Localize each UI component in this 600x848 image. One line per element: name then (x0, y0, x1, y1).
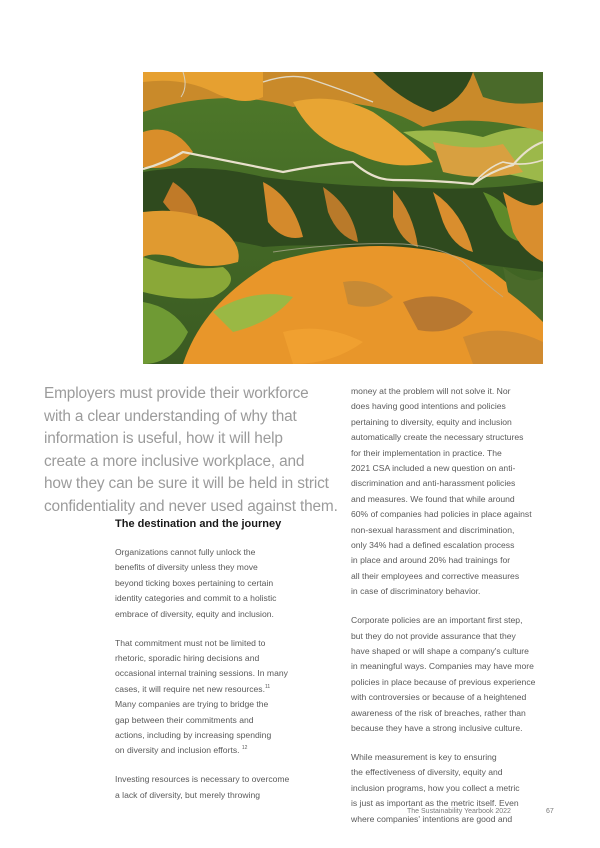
text-line: for their implementation in practice. The (351, 447, 502, 458)
text-line: the effectiveness of diversity, equity and (351, 767, 503, 778)
text-line: inclusion programs, how you collect a metric (351, 782, 520, 793)
footer-page-number: 67 (546, 808, 554, 815)
text-line: have shaped or will shape a company's culture (351, 646, 529, 656)
text-line: Corporate policies are an important first step, (351, 615, 523, 626)
pull-quote-line: create a more inclusive workplace, and (44, 452, 305, 470)
text-line: all their employees and corrective measures (351, 570, 520, 581)
body-paragraph (115, 636, 335, 759)
pull-quote-line: Employers must provide their workforce (44, 385, 309, 402)
text-line (115, 682, 335, 697)
text-line: Organizations cannot fully unlock the (115, 547, 256, 557)
body-paragraph (351, 384, 561, 600)
text-line: occasional internal training sessions. In many (115, 668, 288, 679)
text-line: does having good intentions and policies (351, 401, 506, 412)
text-line: That commitment must not be limited to (115, 637, 266, 648)
text-line: because they have a strong inclusive culture. (351, 723, 523, 734)
text-line: 60% of companies had policies in place against (351, 509, 532, 520)
pull-quote-line: with a clear understanding of why that (44, 407, 297, 425)
body-paragraph (115, 772, 335, 803)
footnote-ref[interactable]: 11 (264, 683, 271, 690)
text-line: rhetoric, sporadic hiring decisions and (115, 652, 260, 663)
text-line: embrace of diversity, equity and inclusion. (115, 608, 274, 619)
hero-photo-poppy-hills (143, 72, 543, 364)
text-line: gap between their commitments and (115, 714, 254, 725)
text-line: in meaningful ways. Companies may have more (351, 661, 534, 672)
pull-quote (44, 383, 344, 519)
text-line: but they do not provide assurance that they (351, 630, 516, 641)
text-line: benefits of diversity unless they move (115, 562, 258, 573)
text-line: non-sexual harassment and discrimination, (351, 524, 515, 535)
landscape-image (143, 72, 543, 364)
footer-publication-title: The Sustainability Yearbook 2022 (407, 808, 511, 815)
text-line: policies in place because of previous experience (351, 676, 536, 687)
text-line: automatically create the necessary structures (351, 432, 524, 443)
text-line: beyond ticking boxes pertaining to certain (115, 577, 274, 588)
text-line-content: on diversity and inclusion efforts. (115, 745, 242, 756)
pull-quote-line: information is useful, how it will help (44, 430, 283, 448)
body-paragraph (351, 750, 561, 827)
text-line: 2021 CSA included a new question on anti- (351, 463, 516, 474)
text-line: pertaining to diversity, equity and inclusion (351, 416, 512, 427)
text-line: with controversies or because of a heightened (351, 692, 527, 703)
text-line: in place and around 20% had trainings for (351, 555, 511, 566)
footnote-ref[interactable]: 12 (241, 745, 248, 752)
text-line: a lack of diversity, but merely throwing (115, 789, 261, 800)
text-line: only 34% had a defined escalation process (351, 540, 515, 551)
text-line: is just as important as the metric itself. Even (351, 798, 519, 809)
body-column-left (115, 545, 335, 817)
text-line: and measures. We found that while around (351, 493, 515, 504)
section-heading: The destination and the journey (115, 518, 282, 530)
text-line-content: cases, it will require net new resources. (115, 683, 265, 694)
text-line: actions, including by increasing spending (115, 729, 272, 740)
text-line: where companies' intentions are good and (351, 813, 513, 824)
text-line: discrimination and anti-harassment policies (351, 478, 516, 489)
text-line: money at the problem will not solve it. Nor (351, 386, 511, 396)
body-column-right (351, 384, 561, 840)
pull-quote-line: confidentiality and never used against them. (44, 497, 338, 515)
text-line (115, 743, 335, 758)
body-paragraph (351, 613, 561, 736)
pull-quote-line: how they can be sure it will be held in strict (44, 475, 329, 493)
body-paragraph (115, 545, 335, 622)
text-line: awareness of the risk of breaches, rather than (351, 707, 526, 718)
text-line: While measurement is key to ensuring (351, 751, 497, 762)
text-line: identity categories and commit to a holistic (115, 593, 277, 604)
text-line: in case of discriminatory behavior. (351, 586, 481, 597)
text-line: Many companies are trying to bridge the (115, 699, 269, 710)
text-line: Investing resources is necessary to overcome (115, 774, 290, 785)
